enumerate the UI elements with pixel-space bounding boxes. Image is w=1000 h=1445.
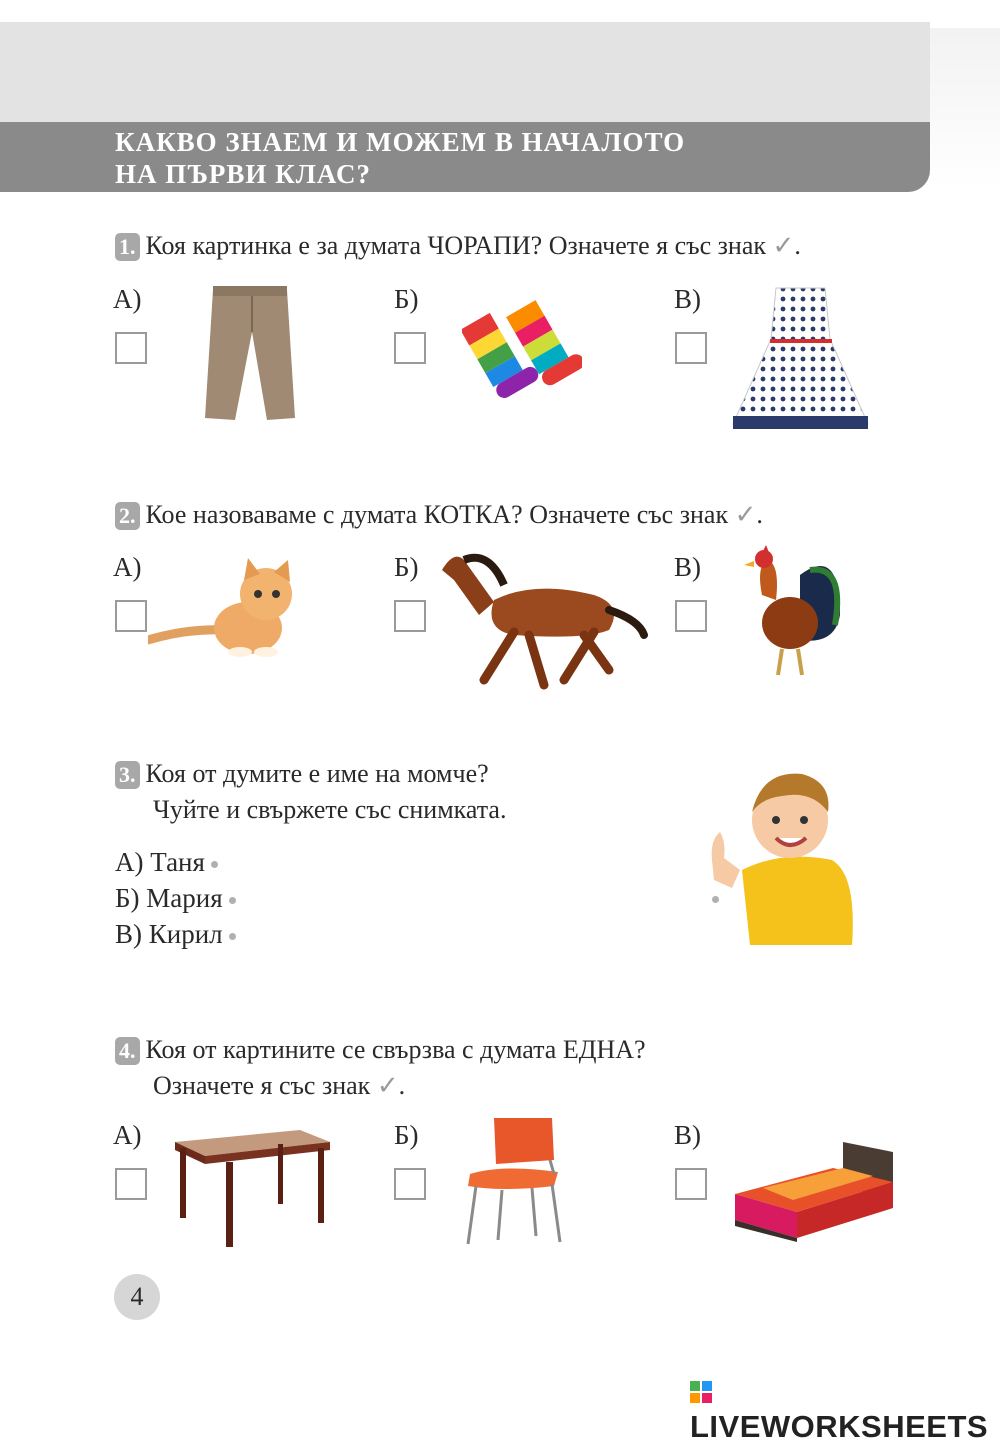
match-dot-a[interactable] bbox=[211, 861, 218, 868]
answer-word: Таня bbox=[150, 847, 205, 877]
question-text: Коя картинка е за думата ЧОРАПИ? Означете я със знак bbox=[145, 231, 767, 260]
question-text: Кое назоваваме с думата КОТКА? Означете със знак bbox=[145, 500, 729, 529]
question-1 bbox=[115, 228, 801, 264]
question-text-line-1: Коя от думите е име на момче? bbox=[145, 759, 489, 788]
title-line-1: КАКВО ЗНАЕМ И МОЖЕМ В НАЧАЛОТО bbox=[115, 127, 686, 157]
brand-name: LIVEWORKSHEETS bbox=[690, 1409, 989, 1444]
answer-checkbox-c[interactable] bbox=[675, 1168, 707, 1200]
question-4 bbox=[115, 1032, 646, 1104]
liveworksheets-icon bbox=[690, 1381, 712, 1403]
option-label: Б) bbox=[394, 1120, 419, 1150]
option-label: В) bbox=[674, 1120, 701, 1150]
answer-checkbox-a[interactable] bbox=[115, 600, 147, 632]
answer-label: А) bbox=[115, 847, 144, 877]
check-mark-icon: ✓ bbox=[376, 1071, 399, 1100]
answer-checkbox-b[interactable] bbox=[394, 332, 426, 364]
page-title bbox=[115, 126, 685, 190]
answer-item bbox=[115, 880, 236, 916]
title-line-2: НА ПЪРВИ КЛАС? bbox=[115, 159, 372, 189]
answer-checkbox-b[interactable] bbox=[394, 1168, 426, 1200]
answer-label: В) bbox=[115, 919, 142, 949]
check-mark-icon: ✓ bbox=[734, 500, 757, 529]
question-number: 2. bbox=[115, 502, 140, 530]
answer-word: Мария bbox=[146, 883, 223, 913]
rooster-image bbox=[740, 545, 850, 685]
dress-image bbox=[728, 284, 873, 439]
table-image bbox=[170, 1120, 335, 1250]
question-2 bbox=[115, 497, 763, 533]
chair-image bbox=[462, 1114, 567, 1249]
answer-checkbox-a[interactable] bbox=[115, 1168, 147, 1200]
bed-image bbox=[733, 1138, 903, 1243]
page-corner-shade bbox=[930, 28, 1000, 188]
match-dot-c[interactable] bbox=[229, 933, 236, 940]
answer-list bbox=[115, 844, 236, 952]
answer-item bbox=[115, 916, 236, 952]
boy-image bbox=[702, 760, 862, 945]
question-text-line-2: Чуйте и свържете със снимката. bbox=[153, 795, 507, 824]
option-label: В) bbox=[674, 284, 701, 314]
question-number: 4. bbox=[115, 1037, 140, 1065]
page-number: 4 bbox=[114, 1274, 160, 1320]
top-band bbox=[0, 22, 930, 122]
answer-checkbox-c[interactable] bbox=[675, 332, 707, 364]
question-end: . bbox=[398, 1071, 406, 1100]
question-text-line-2: Означете я със знак bbox=[153, 1071, 371, 1100]
match-dot-b[interactable] bbox=[229, 897, 236, 904]
option-label: А) bbox=[113, 552, 142, 582]
answer-checkbox-b[interactable] bbox=[394, 600, 426, 632]
socks-image bbox=[462, 292, 582, 417]
question-end: . bbox=[794, 231, 801, 260]
option-label: А) bbox=[113, 284, 142, 314]
answer-checkbox-c[interactable] bbox=[675, 600, 707, 632]
answer-item bbox=[115, 844, 236, 880]
liveworksheets-logo bbox=[690, 1373, 1000, 1445]
answer-label: Б) bbox=[115, 883, 140, 913]
answer-checkbox-a[interactable] bbox=[115, 332, 147, 364]
question-number: 3. bbox=[115, 761, 140, 789]
question-end: . bbox=[756, 500, 763, 529]
option-label: Б) bbox=[394, 552, 419, 582]
answer-word: Кирил bbox=[148, 919, 223, 949]
option-label: А) bbox=[113, 1120, 142, 1150]
trousers-image bbox=[195, 282, 305, 427]
horse-image bbox=[434, 540, 649, 690]
question-text-line-1: Коя от картините се свързва с думата ЕДНА? bbox=[145, 1035, 646, 1064]
question-3 bbox=[115, 756, 506, 828]
check-mark-icon: ✓ bbox=[772, 231, 795, 260]
option-label: Б) bbox=[394, 284, 419, 314]
kitten-image bbox=[148, 558, 298, 658]
question-number: 1. bbox=[115, 233, 140, 261]
option-label: В) bbox=[674, 552, 701, 582]
